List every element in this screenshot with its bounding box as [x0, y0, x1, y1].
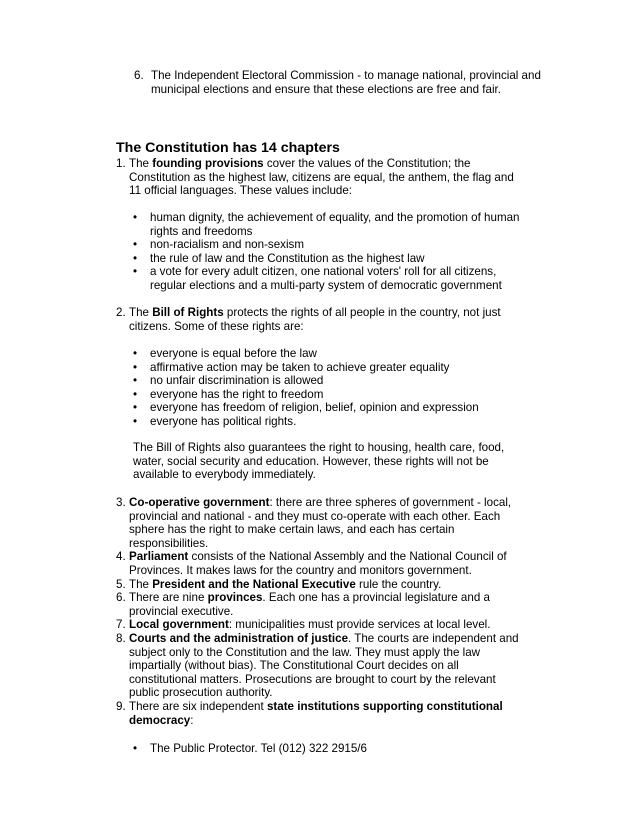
list-number: 6. — [116, 591, 126, 605]
list-number: 3. — [116, 496, 126, 509]
chapter-item — [116, 578, 526, 592]
list-item: • human dignity, the achievement of equality, and the promotion of human rights and freedoms — [133, 211, 533, 238]
chapter-list — [116, 496, 526, 727]
list-item: • everyone has political rights. — [133, 415, 533, 429]
list-item: • a vote for every adult citizen, one national voters' roll for all citizens, regular elections and a multi-party system of democratic government — [133, 265, 533, 292]
list-item: • no unfair discrimination is allowed — [133, 374, 533, 388]
chapter-item — [116, 591, 526, 618]
list-item: • everyone has freedom of religion, belief, opinion and expression — [133, 401, 533, 415]
section-heading: The Constitution has 14 chapters — [116, 140, 340, 156]
chapter-text: The Bill of Rights protects the rights of all people in the country, not just citizens. Some of these rights are: — [129, 306, 501, 333]
chapter-text: There are six independent state institutions supporting constitutional democracy: — [129, 699, 503, 727]
list-number: 1. — [116, 157, 126, 170]
chapter-text: Local government: municipalities must provide services at local level. — [129, 618, 491, 632]
list-number: 4. — [116, 550, 126, 564]
institutions-bullet-list — [133, 742, 533, 756]
list-item: • everyone is equal before the law — [133, 347, 533, 361]
list-number: 6. — [134, 69, 144, 82]
list-text: The Independent Electoral Commission - to manage national, provincial and municipal elections and ensure that these elections are free and fair. — [151, 69, 541, 96]
list-number: 5. — [116, 577, 126, 591]
list-item: • non-racialism and non-sexism — [133, 238, 533, 252]
values-bullet-list — [133, 211, 533, 293]
chapter-item — [116, 157, 526, 198]
chapter-item — [116, 700, 526, 727]
rights-bullet-list — [133, 347, 533, 429]
list-item: • everyone has the right to freedom — [133, 388, 533, 402]
list-number: 7. — [116, 618, 126, 632]
chapter-text: Parliament consists of the National Assembly and the National Council of Provinces. It makes laws for the country and monitors government. — [129, 550, 507, 577]
list-item: • affirmative action may be taken to achieve greater equality — [133, 361, 533, 375]
chapter-item — [116, 550, 526, 577]
chapter-text: The founding provisions cover the values of the Constitution; the Constitution as the highest law, citizens are equal, the anthem, the flag and 11 official languages. These values include: — [129, 157, 514, 198]
list-number: 9. — [116, 699, 126, 713]
list-number: 8. — [116, 631, 126, 645]
chapter-text: Co-operative government: there are three spheres of government - local, provincial and national - and they must co-operate with each other. Each sphere has the right to make certain laws, and each has certain responsibilities. — [129, 496, 512, 550]
chapter-item — [116, 496, 526, 550]
top-list-item — [134, 69, 554, 96]
list-number: 2. — [116, 306, 126, 319]
chapter-item — [116, 306, 526, 333]
chapter-text: The President and the National Executive rule the country. — [129, 577, 442, 591]
list-item: • The Public Protector. Tel (012) 322 2915/6 — [133, 742, 533, 756]
chapter-text: Courts and the administration of justice. The courts are independent and subject only to the Constitution and the law. They must apply the law impartially (without bias). The Constitutional Court decides on all constitutional matters. Prosecutions are brought to court by the relevant public prosecution authority. — [129, 631, 519, 700]
rights-note: The Bill of Rights also guarantees the right to housing, health care, food, water, social security and education. However, these rights will not be available to everybody immediately. — [133, 441, 505, 482]
list-item: • the rule of law and the Constitution as the highest law — [133, 252, 533, 266]
chapter-item — [116, 632, 526, 700]
chapter-item — [116, 618, 526, 632]
chapter-text: There are nine provinces. Each one has a provincial legislature and a provincial executive. — [129, 591, 490, 618]
